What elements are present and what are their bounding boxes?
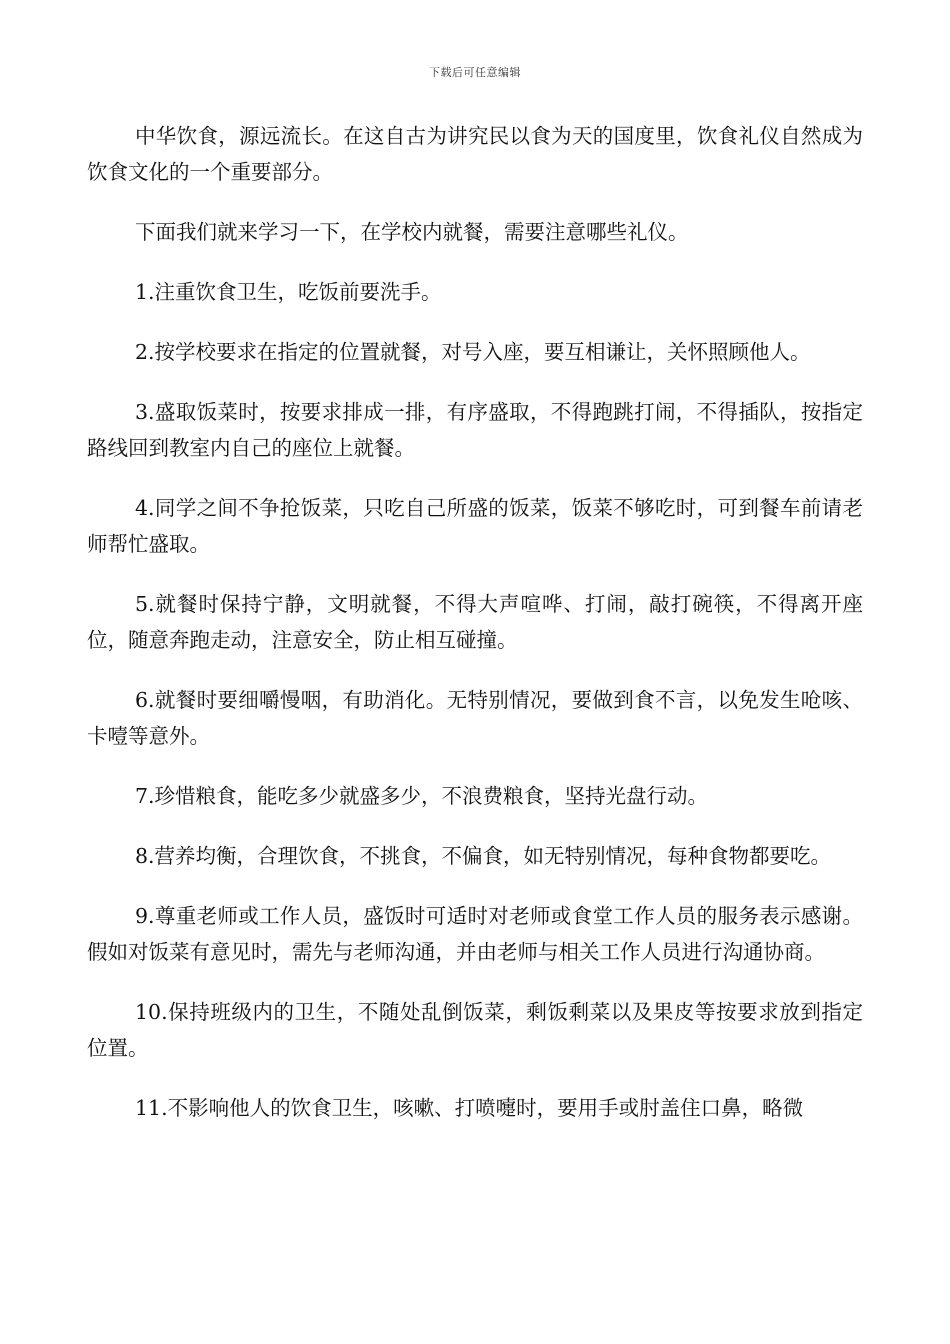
paragraph-lead: 下面我们就来学习一下，在学校内就餐，需要注意哪些礼仪。 [135,220,689,244]
rule-item-1: 1.注重饮食卫生，吃饭前要洗手。 [135,280,442,304]
rule-item-6: 6.就餐时要细嚼慢咽，有助消化。无特别情况，要做到食不言，以免发生呛咳、卡噎等意外。 [87,688,863,748]
rule-item-3: 3.盛取饭菜时，按要求排成一排，有序盛取，不得跑跳打闹，不得插队，按指定路线回到教室内自己的座位上就餐。 [87,400,863,460]
rule-item-10: 10.保持班级内的卫生，不随处乱倒饭菜，剩饭剩菜以及果皮等按要求放到指定位置。 [87,1000,863,1060]
paragraph-intro: 中华饮食，源远流长。在这自古为讲究民以食为天的国度里，饮食礼仪自然成为饮食文化的一个重要部分。 [87,124,863,184]
header-note: 下载后可任意编辑 [429,66,521,79]
rule-item-8: 8.营养均衡，合理饮食，不挑食，不偏食，如无特别情况，每种食物都要吃。 [135,844,832,868]
rule-item-11: 11.不影响他人的饮食卫生，咳嗽、打喷嚏时，要用手或肘盖住口鼻，略微 [135,1096,804,1120]
rule-item-7: 7.珍惜粮食，能吃多少就盛多少，不浪费粮食，坚持光盘行动。 [135,784,709,808]
rule-item-9: 9.尊重老师或工作人员，盛饭时可适时对老师或食堂工作人员的服务表示感谢。假如对饭菜有意见时，需先与老师沟通，并由老师与相关工作人员进行沟通协商。 [87,904,863,964]
document-body [87,118,863,1150]
rule-item-5: 5.就餐时保持宁静，文明就餐，不得大声喧哗、打闹，敲打碗筷，不得离开座位，随意奔跑走动，注意安全，防止相互碰撞。 [87,592,863,652]
rule-item-2: 2.按学校要求在指定的位置就餐，对号入座，要互相谦让，关怀照顾他人。 [135,340,811,364]
rule-item-4: 4.同学之间不争抢饭菜，只吃自己所盛的饭菜，饭菜不够吃时，可到餐车前请老师帮忙盛取。 [87,496,863,556]
